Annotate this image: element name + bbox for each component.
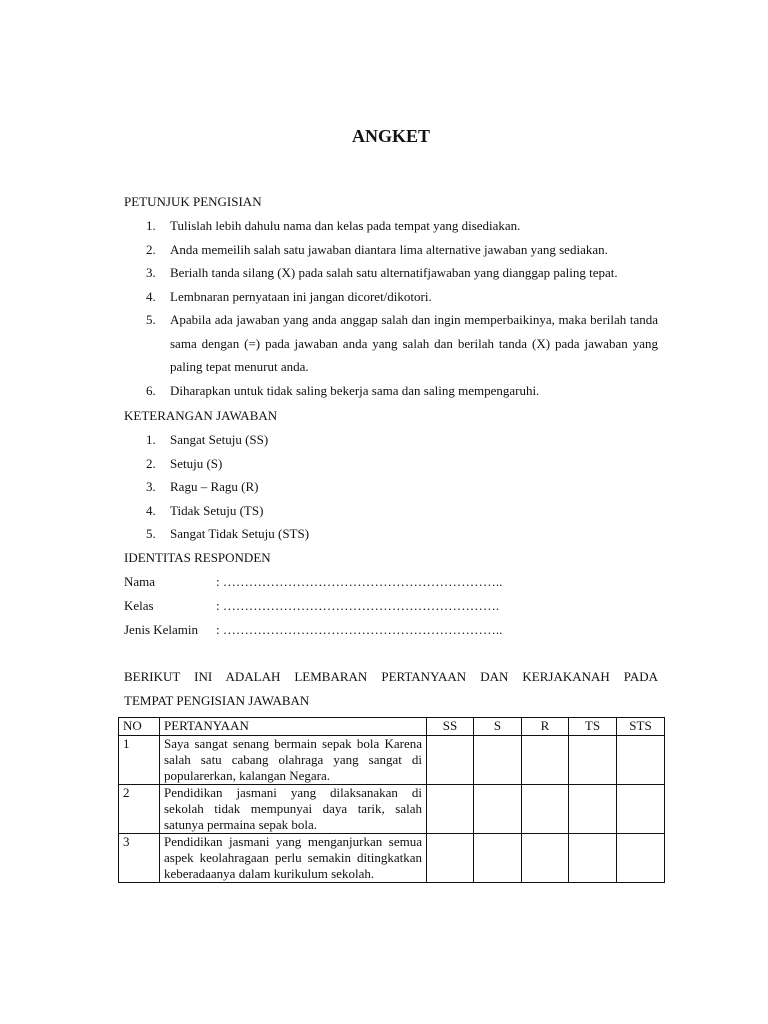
answer-cell-ss[interactable] <box>427 785 474 834</box>
item-number: 2. <box>146 455 156 471</box>
identitas-field-jenis-kelamin[interactable] <box>124 618 658 642</box>
keterangan-item <box>124 522 658 546</box>
keterangan-list <box>124 428 658 546</box>
item-text: Anda memeilih salah satu jawaban diantara lima alternative jawaban yang sediakan. <box>170 241 608 257</box>
header-ts: TS <box>569 718 617 736</box>
identitas-field-nama[interactable] <box>124 570 658 594</box>
item-number: 5. <box>146 526 156 541</box>
table-row <box>119 736 665 785</box>
petunjuk-item <box>124 214 658 238</box>
row-number: 2 <box>119 785 160 834</box>
answer-cell-sts[interactable] <box>617 736 665 785</box>
identitas-heading: IDENTITAS RESPONDEN <box>124 550 271 565</box>
field-dotted-line[interactable]: : ………………………………………………………. <box>216 598 500 613</box>
answer-cell-sts[interactable] <box>617 785 665 834</box>
field-label: Nama <box>124 574 156 589</box>
item-number: 3. <box>146 479 156 494</box>
item-text: Diharapkan untuk tidak saling bekerja sama dan saling mempengaruhi. <box>170 382 540 398</box>
answer-cell-s[interactable] <box>474 785 522 834</box>
keterangan-item <box>124 499 658 523</box>
item-number: 4. <box>146 288 156 304</box>
field-label: Kelas <box>124 598 154 613</box>
answer-cell-ss[interactable] <box>427 736 474 785</box>
petunjuk-item <box>124 238 658 262</box>
petunjuk-heading: PETUNJUK PENGISIAN <box>124 194 262 209</box>
identitas-field-kelas[interactable] <box>124 594 658 618</box>
answer-cell-ts[interactable] <box>569 736 617 785</box>
header-ss: SS <box>427 718 474 736</box>
item-number: 2. <box>146 241 156 257</box>
intro-line-2: TEMPAT PENGISIAN JAWABAN <box>124 693 310 708</box>
keterangan-heading: KETERANGAN JAWABAN <box>124 408 278 423</box>
petunjuk-item <box>124 308 658 379</box>
item-text: Tidak Setuju (TS) <box>170 502 264 518</box>
row-number: 3 <box>119 834 160 883</box>
keterangan-item <box>124 452 658 476</box>
header-sts: STS <box>617 718 665 736</box>
item-text: Sangat Setuju (SS) <box>170 432 269 447</box>
answer-cell-r[interactable] <box>522 785 569 834</box>
row-question: Pendidikan jasmani yang menganjurkan semua aspek keolahragaan perlu semakin ditingkatkan keberadaanya dalam kurikulum sekolah. <box>160 834 427 883</box>
intro-line-1: BERIKUT INI ADALAH LEMBARAN PERTANYAAN DAN KERJAKANAH PADA <box>124 669 658 684</box>
table-row <box>119 785 665 834</box>
item-text: Ragu – Ragu (R) <box>170 479 259 494</box>
item-number: 1. <box>146 218 156 233</box>
header-s: S <box>474 718 522 736</box>
answer-cell-sts[interactable] <box>617 834 665 883</box>
table-row <box>119 834 665 883</box>
item-text: Setuju (S) <box>170 455 223 471</box>
row-question: Pendidikan jasmani yang dilaksanakan di sekolah tidak mempunyai daya tarik, salah satunya permaina sepak bola. <box>160 785 427 834</box>
answer-cell-ss[interactable] <box>427 834 474 883</box>
answer-cell-r[interactable] <box>522 834 569 883</box>
answer-cell-s[interactable] <box>474 736 522 785</box>
item-number: 1. <box>146 432 156 447</box>
identitas-section <box>124 546 658 642</box>
petunjuk-item <box>124 379 658 403</box>
answer-cell-r[interactable] <box>522 736 569 785</box>
keterangan-item <box>124 475 658 499</box>
item-text: Apabila ada jawaban yang anda anggap salah dan ingin memperbaikinya, maka berilah tanda sama dengan (=) pada jawaban anda yang salah dan berilah tanda (X) pada jawaban yang paling tepat menurut anda. <box>170 312 658 374</box>
petunjuk-section <box>124 190 658 402</box>
row-question: Saya sangat senang bermain sepak bola Karena salah satu cabang olahraga yang sangat di popularerkan, kalangan Negara. <box>160 736 427 785</box>
page-title: ANGKET <box>351 126 430 146</box>
item-number: 4. <box>146 502 156 518</box>
question-table <box>118 717 665 883</box>
header-r: R <box>522 718 569 736</box>
header-pertanyaan: PERTANYAAN <box>160 718 427 736</box>
header-no: NO <box>119 718 160 736</box>
field-dotted-line[interactable]: : ……………………………………………………….. <box>216 574 503 589</box>
keterangan-section <box>124 404 658 546</box>
item-number: 3. <box>146 265 156 280</box>
item-number: 5. <box>146 312 156 327</box>
field-dotted-line[interactable]: : ……………………………………………………….. <box>216 622 503 637</box>
answer-cell-ts[interactable] <box>569 834 617 883</box>
petunjuk-item <box>124 261 658 285</box>
item-text: Sangat Tidak Setuju (STS) <box>170 526 310 541</box>
answer-cell-s[interactable] <box>474 834 522 883</box>
petunjuk-item <box>124 285 658 309</box>
petunjuk-list <box>124 214 658 402</box>
answer-cell-ts[interactable] <box>569 785 617 834</box>
item-text: Berialh tanda silang (X) pada salah satu alternatifjawaban yang dianggap paling tepat. <box>170 265 618 280</box>
item-text: Lembnaran pernyataan ini jangan dicoret/dikotori. <box>170 288 432 304</box>
row-number: 1 <box>119 736 160 785</box>
item-number: 6. <box>146 382 156 398</box>
item-text: Tulislah lebih dahulu nama dan kelas pada tempat yang disediakan. <box>170 218 521 233</box>
keterangan-item <box>124 428 658 452</box>
table-header-row <box>119 718 665 736</box>
field-label: Jenis Kelamin <box>124 622 199 637</box>
